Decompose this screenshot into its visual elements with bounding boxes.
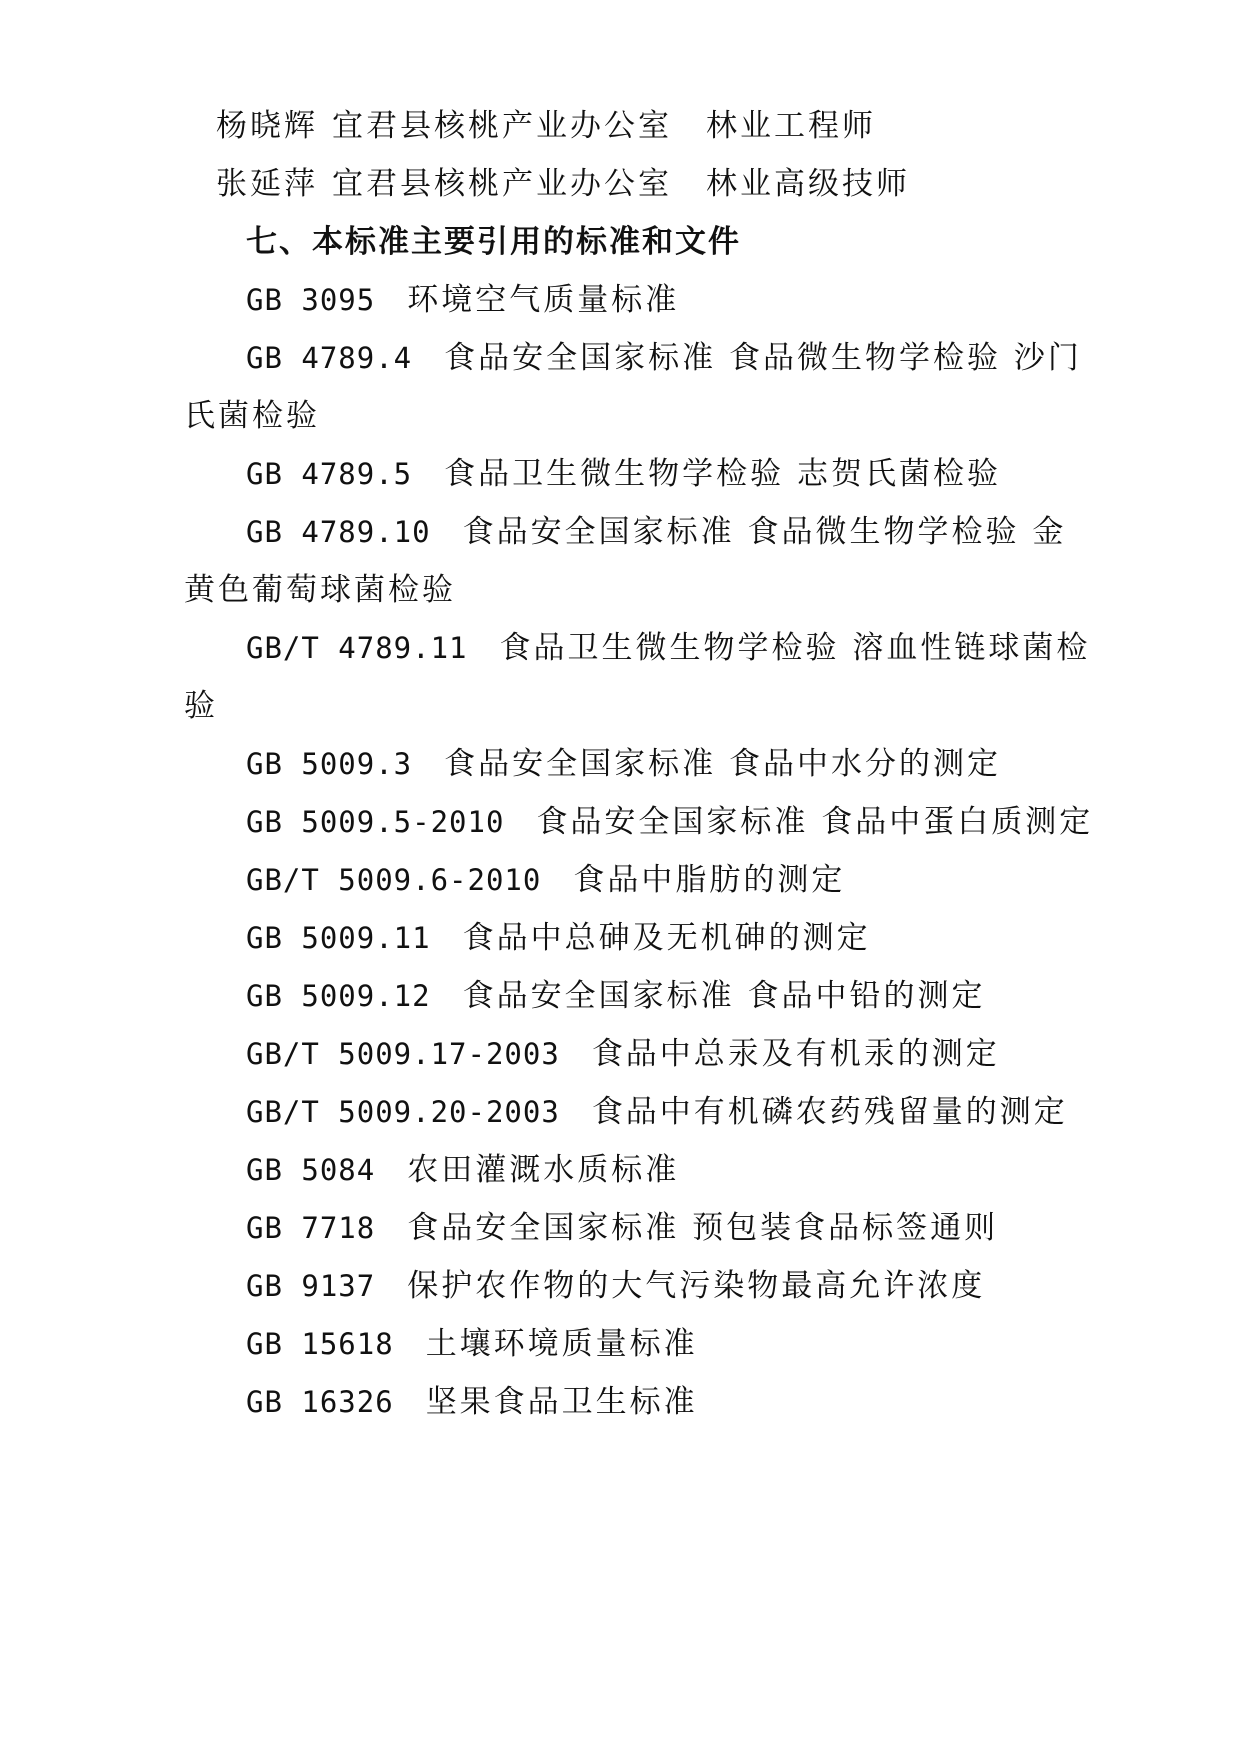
reference-code: GB/T 5009.20-2003 [246,1095,560,1129]
reference-code: GB 16326 [246,1385,394,1419]
reference-line [246,1034,1000,1074]
reference-code: GB 9137 [246,1269,376,1303]
reference-code: GB 5009.11 [246,921,431,955]
reference-line [246,1266,985,1306]
reference-code: GB 5009.12 [246,979,431,1013]
reference-line [246,338,1082,378]
reference-title: 食品中有机磷农药残留量的测定 [591,1094,1068,1130]
reference-title: 食品中总汞及有机汞的测定 [591,1036,1000,1072]
reference-continuation: 验 [184,688,218,724]
reference-code: GB 5009.3 [246,747,413,781]
reference-line [246,1324,698,1364]
contributor-title: 林业工程师 [706,108,876,144]
reference-code: GB 4789.5 [246,457,413,491]
reference-continuation: 氏菌检验 [184,398,320,434]
reference-line [246,454,1001,494]
reference-line [246,1382,698,1422]
reference-code: GB 4789.4 [246,341,413,375]
reference-title: 农田灌溉水质标准 [407,1152,680,1188]
contributor-line [216,164,910,204]
contributor-name: 杨晓辉 [216,108,318,144]
reference-line [246,918,871,958]
contributor-name: 张延萍 [216,166,318,202]
reference-code: GB/T 5009.17-2003 [246,1037,560,1071]
reference-title: 食品卫生微生物学检验 志贺氏菌检验 [444,456,1001,492]
reference-line [246,802,1093,842]
reference-code: GB/T 4789.11 [246,631,468,665]
reference-code: GB 3095 [246,283,376,317]
reference-title: 食品安全国家标准 食品微生物学检验 金 [462,514,1067,550]
reference-title: 食品安全国家标准 预包装食品标签通则 [407,1210,999,1246]
reference-title: 食品中脂肪的测定 [573,862,846,898]
reference-title: 环境空气质量标准 [407,282,680,318]
reference-line [246,1092,1068,1132]
reference-line [246,512,1066,552]
reference-code: GB 15618 [246,1327,394,1361]
reference-line [246,280,679,320]
contributor-title: 林业高级技师 [706,166,910,202]
contributor-org: 宜君县核桃产业办公室 [332,166,672,202]
reference-title: 食品安全国家标准 食品微生物学检验 沙门 [444,340,1082,376]
reference-code: GB 5009.5-2010 [246,805,505,839]
section-heading: 七、本标准主要引用的标准和文件 [246,224,741,260]
reference-continuation: 黄色葡萄球菌检验 [184,572,456,608]
reference-title: 保护农作物的大气污染物最高允许浓度 [407,1268,986,1304]
reference-code: GB/T 5009.6-2010 [246,863,542,897]
reference-title: 食品中总砷及无机砷的测定 [462,920,871,956]
reference-line [246,1208,998,1248]
reference-title: 坚果食品卫生标准 [425,1384,698,1420]
reference-title: 食品卫生微生物学检验 溶血性链球菌检 [499,630,1091,666]
reference-title: 食品安全国家标准 食品中蛋白质测定 [536,804,1094,840]
reference-title: 土壤环境质量标准 [425,1326,698,1362]
reference-title: 食品安全国家标准 食品中水分的测定 [444,746,1001,782]
reference-code: GB 5084 [246,1153,376,1187]
reference-line [246,860,845,900]
reference-line [246,1150,679,1190]
reference-code: GB 7718 [246,1211,376,1245]
reference-line [246,976,985,1016]
reference-line [246,744,1001,784]
reference-title: 食品安全国家标准 食品中铅的测定 [462,978,986,1014]
reference-code: GB 4789.10 [246,515,431,549]
contributor-org: 宜君县核桃产业办公室 [332,108,672,144]
reference-line [246,628,1090,668]
contributor-line [216,106,876,146]
